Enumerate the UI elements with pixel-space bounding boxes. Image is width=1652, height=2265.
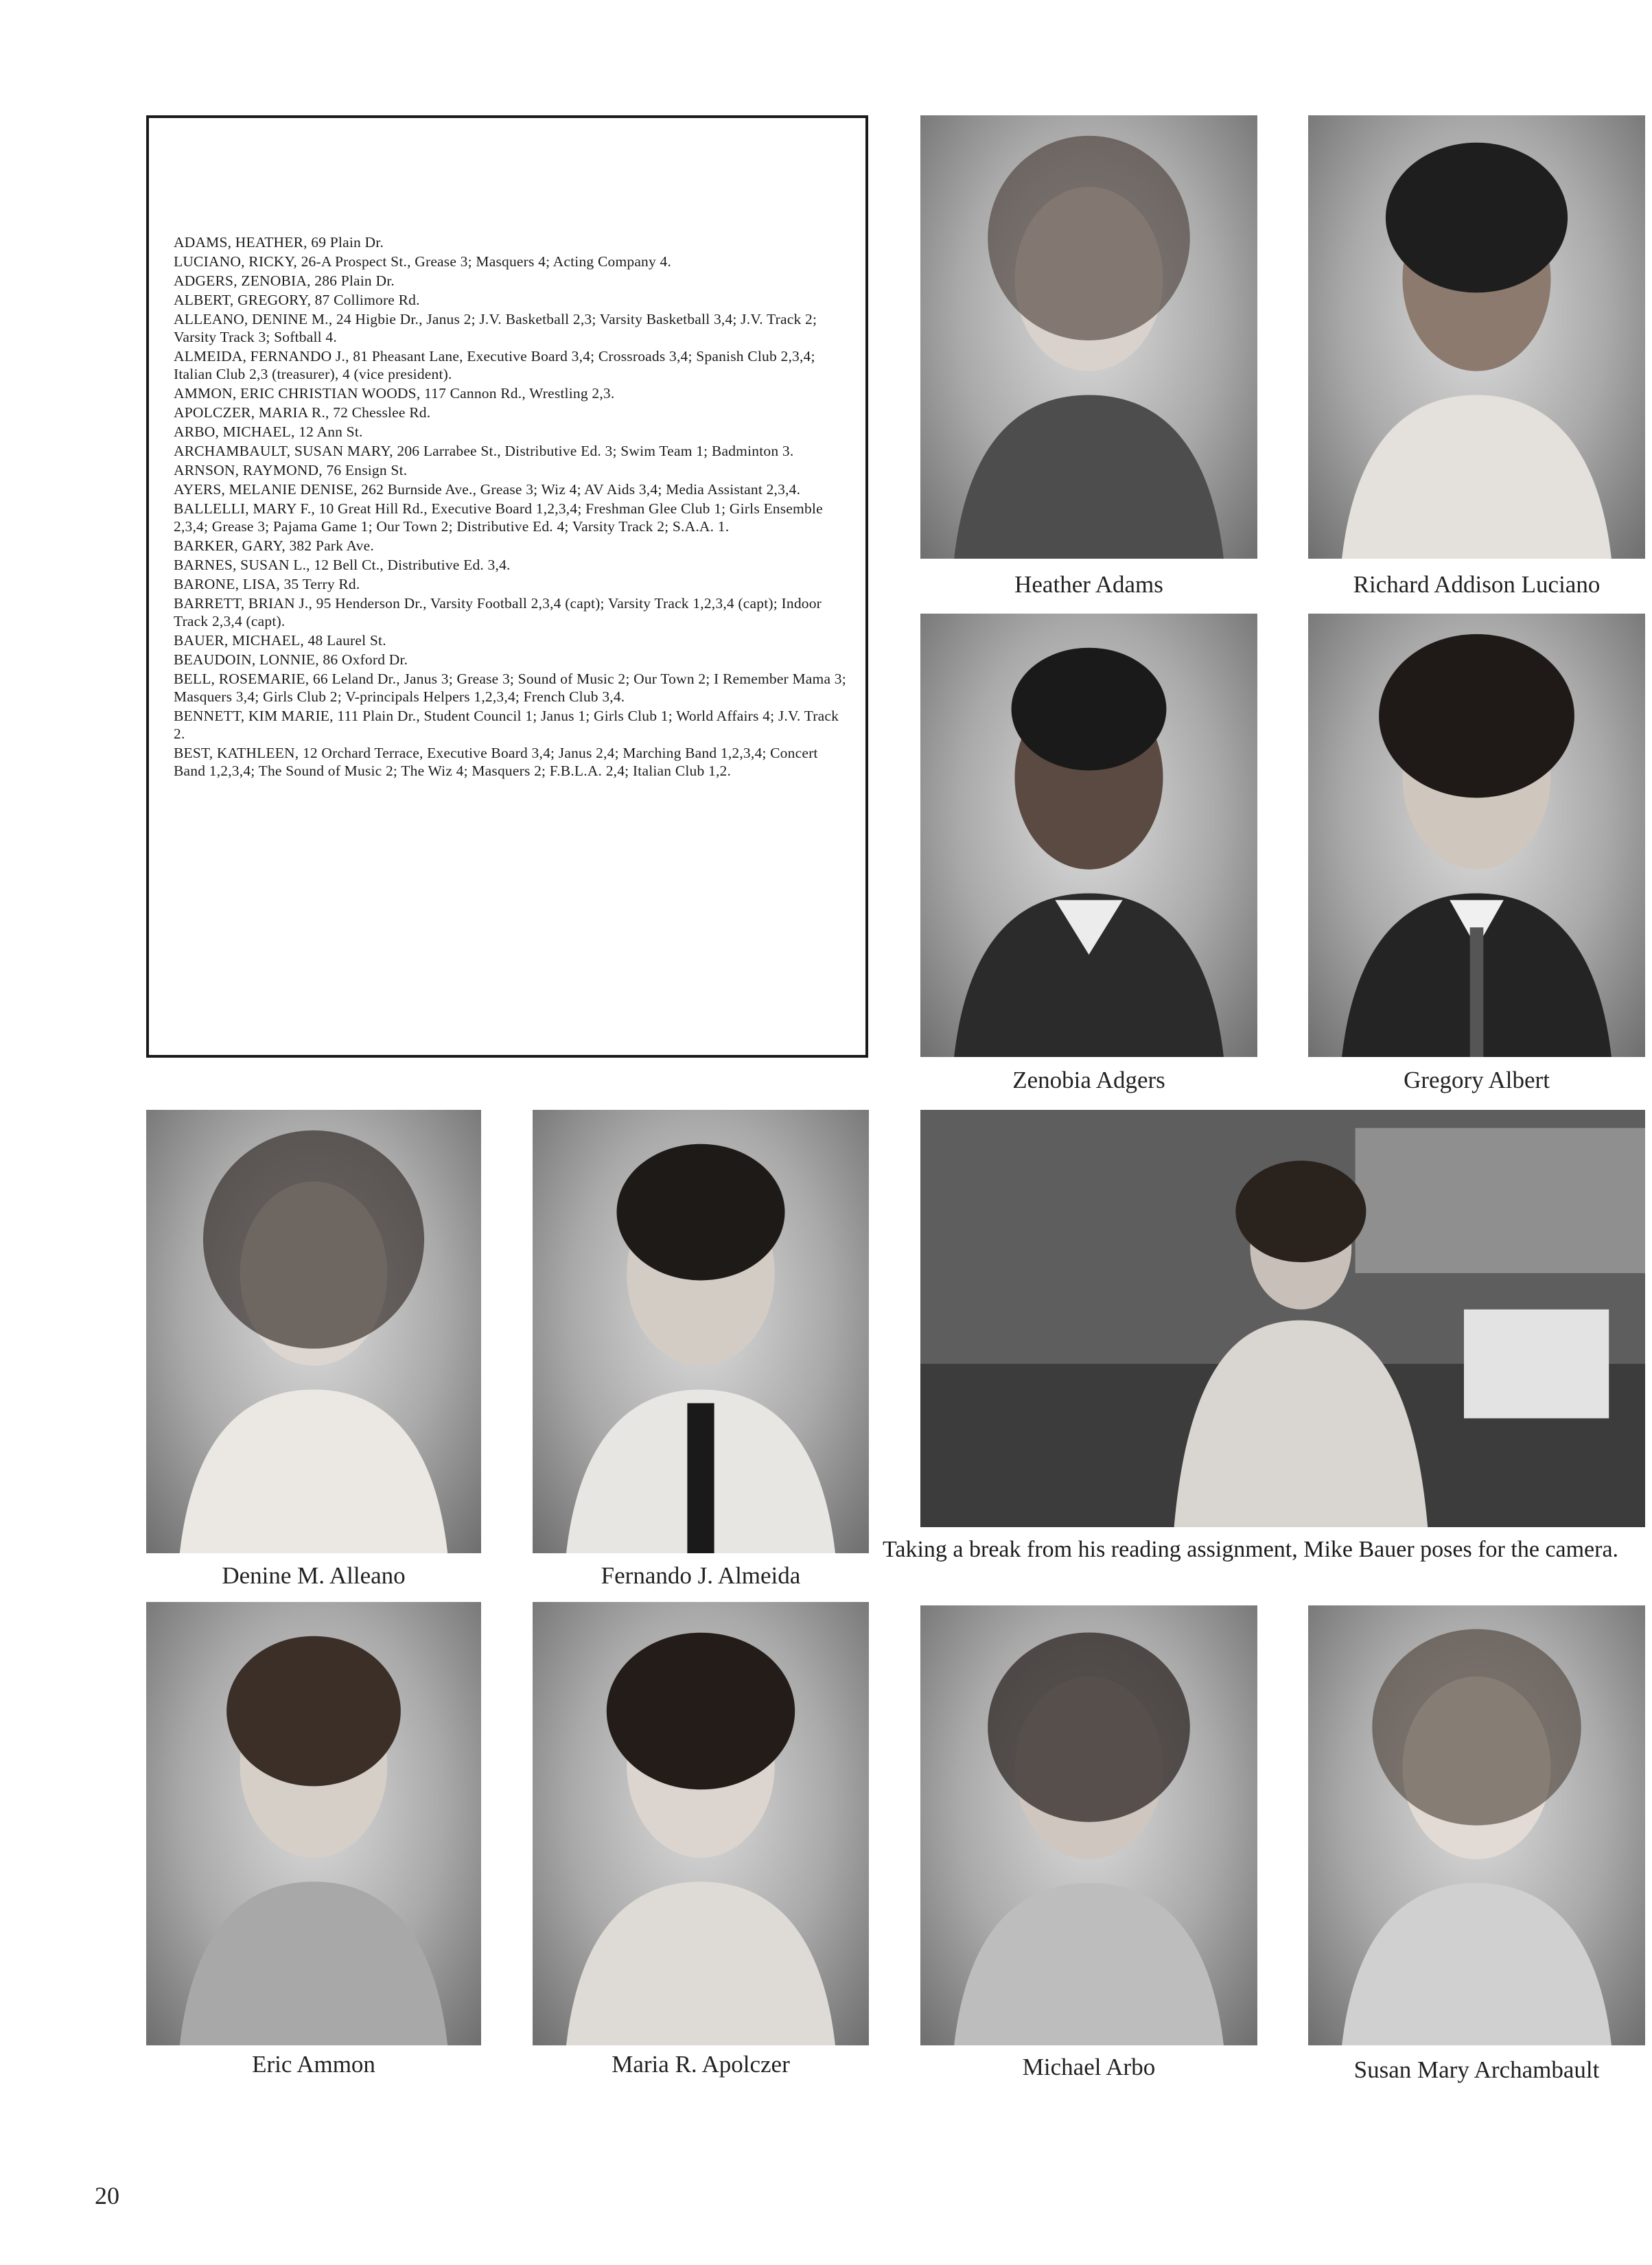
directory-entry: ARCHAMBAULT, SUSAN MARY, 206 Larrabee St., Distributive Ed. 3; Swim Team 1; Badminton 3. bbox=[174, 443, 794, 459]
directory-entry: ADGERS, ZENOBIA, 286 Plain Dr. bbox=[174, 272, 395, 289]
portrait-caption: Eric Ammon bbox=[252, 2051, 375, 2078]
directory-entry: BELL, ROSEMARIE, 66 Leland Dr., Janus 3; Grease 3; Sound of Music 2; Our Town 2; I Remember Mama 3; Masquers 3,4; Girls Club 2; V-principals Helpers 1,2,3,4; French Club 3,4. bbox=[174, 671, 846, 705]
candid-caption: Taking a break from his reading assignment, Mike Bauer poses for the camera. bbox=[883, 1537, 1619, 1562]
portrait-caption: Maria R. Apolczer bbox=[612, 2051, 790, 2078]
directory-list bbox=[174, 233, 846, 781]
directory-entry: APOLCZER, MARIA R., 72 Chesslee Rd. bbox=[174, 404, 431, 421]
portrait-photo bbox=[533, 1110, 869, 1553]
directory-entry: BARNES, SUSAN L., 12 Bell Ct., Distributive Ed. 3,4. bbox=[174, 557, 511, 573]
directory-entry: BEAUDOIN, LONNIE, 86 Oxford Dr. bbox=[174, 651, 408, 668]
directory-box bbox=[146, 115, 868, 1058]
portrait-photo bbox=[920, 614, 1257, 1057]
portrait-caption: Gregory Albert bbox=[1404, 1067, 1550, 1093]
portrait-caption: Susan Mary Archambault bbox=[1353, 2056, 1600, 2083]
portrait-photo bbox=[146, 1602, 481, 2045]
directory-entry: AYERS, MELANIE DENISE, 262 Burnside Ave., Grease 3; Wiz 4; AV Aids 3,4; Media Assistant 2,3,4. bbox=[174, 481, 801, 498]
directory-entry: ADAMS, HEATHER, 69 Plain Dr. bbox=[174, 234, 384, 251]
portrait-caption: Michael Arbo bbox=[1022, 2054, 1156, 2080]
portrait-caption: Richard Addison Luciano bbox=[1353, 571, 1601, 598]
portrait-caption: Fernando J. Almeida bbox=[601, 1562, 801, 1589]
directory-entry: ALBERT, GREGORY, 87 Collimore Rd. bbox=[174, 292, 420, 308]
portrait-photo bbox=[533, 1602, 869, 2045]
portrait-photo bbox=[920, 1605, 1257, 2045]
directory-entry: BEST, KATHLEEN, 12 Orchard Terrace, Executive Board 3,4; Janus 2,4; Marching Band 1,2,3,4; Concert Band 1,2,3,4; The Sound of Music 2; The Wiz 4; Masquers 2; F.B.L.A. 2,4; Italian Club 1,2. bbox=[174, 745, 818, 779]
portrait-photo bbox=[920, 115, 1257, 559]
directory-entry: BALLELLI, MARY F., 10 Great Hill Rd., Executive Board 1,2,3,4; Freshman Glee Club 1; Girls Ensemble 2,3,4; Grease 3; Pajama Game 1; Our Town 2; Distributive Ed. 4; Varsity Track 2; S.A.A. 1. bbox=[174, 500, 823, 535]
portrait-photo bbox=[1308, 115, 1645, 559]
directory-entry: LUCIANO, RICKY, 26-A Prospect St., Grease 3; Masquers 4; Acting Company 4. bbox=[174, 253, 672, 270]
directory-entry: BARONE, LISA, 35 Terry Rd. bbox=[174, 576, 360, 592]
directory-entry: AMMON, ERIC CHRISTIAN WOODS, 117 Cannon Rd., Wrestling 2,3. bbox=[174, 385, 615, 402]
portrait-photo bbox=[1308, 1605, 1645, 2045]
directory-entry: BARKER, GARY, 382 Park Ave. bbox=[174, 537, 374, 554]
portrait-caption: Denine M. Alleano bbox=[222, 1562, 406, 1589]
directory-entry: BAUER, MICHAEL, 48 Laurel St. bbox=[174, 632, 386, 649]
portrait-photo bbox=[1308, 614, 1645, 1057]
directory-entry: ALMEIDA, FERNANDO J., 81 Pheasant Lane, Executive Board 3,4; Crossroads 3,4; Spanish Club 2,3,4; Italian Club 2,3 (treasurer), 4 (vice president). bbox=[174, 348, 815, 382]
portrait-photo bbox=[146, 1110, 481, 1553]
directory-entry: BENNETT, KIM MARIE, 111 Plain Dr., Student Council 1; Janus 1; Girls Club 1; World Affairs 4; J.V. Track 2. bbox=[174, 708, 839, 742]
directory-entry: ALLEANO, DENINE M., 24 Higbie Dr., Janus 2; J.V. Basketball 2,3; Varsity Basketball 3,4; J.V. Track 2; Varsity Track 3; Softball 4. bbox=[174, 311, 817, 345]
candid-photo bbox=[920, 1110, 1645, 1527]
directory-entry: ARBO, MICHAEL, 12 Ann St. bbox=[174, 423, 363, 440]
portrait-caption: Zenobia Adgers bbox=[1012, 1067, 1165, 1093]
directory-entry: ARNSON, RAYMOND, 76 Ensign St. bbox=[174, 462, 408, 478]
directory-entry: BARRETT, BRIAN J., 95 Henderson Dr., Varsity Football 2,3,4 (capt); Varsity Track 1,2,3,4 (capt); Indoor Track 2,3,4 (capt). bbox=[174, 595, 822, 629]
portrait-caption: Heather Adams bbox=[1014, 571, 1163, 598]
page-number: 20 bbox=[95, 2182, 119, 2209]
